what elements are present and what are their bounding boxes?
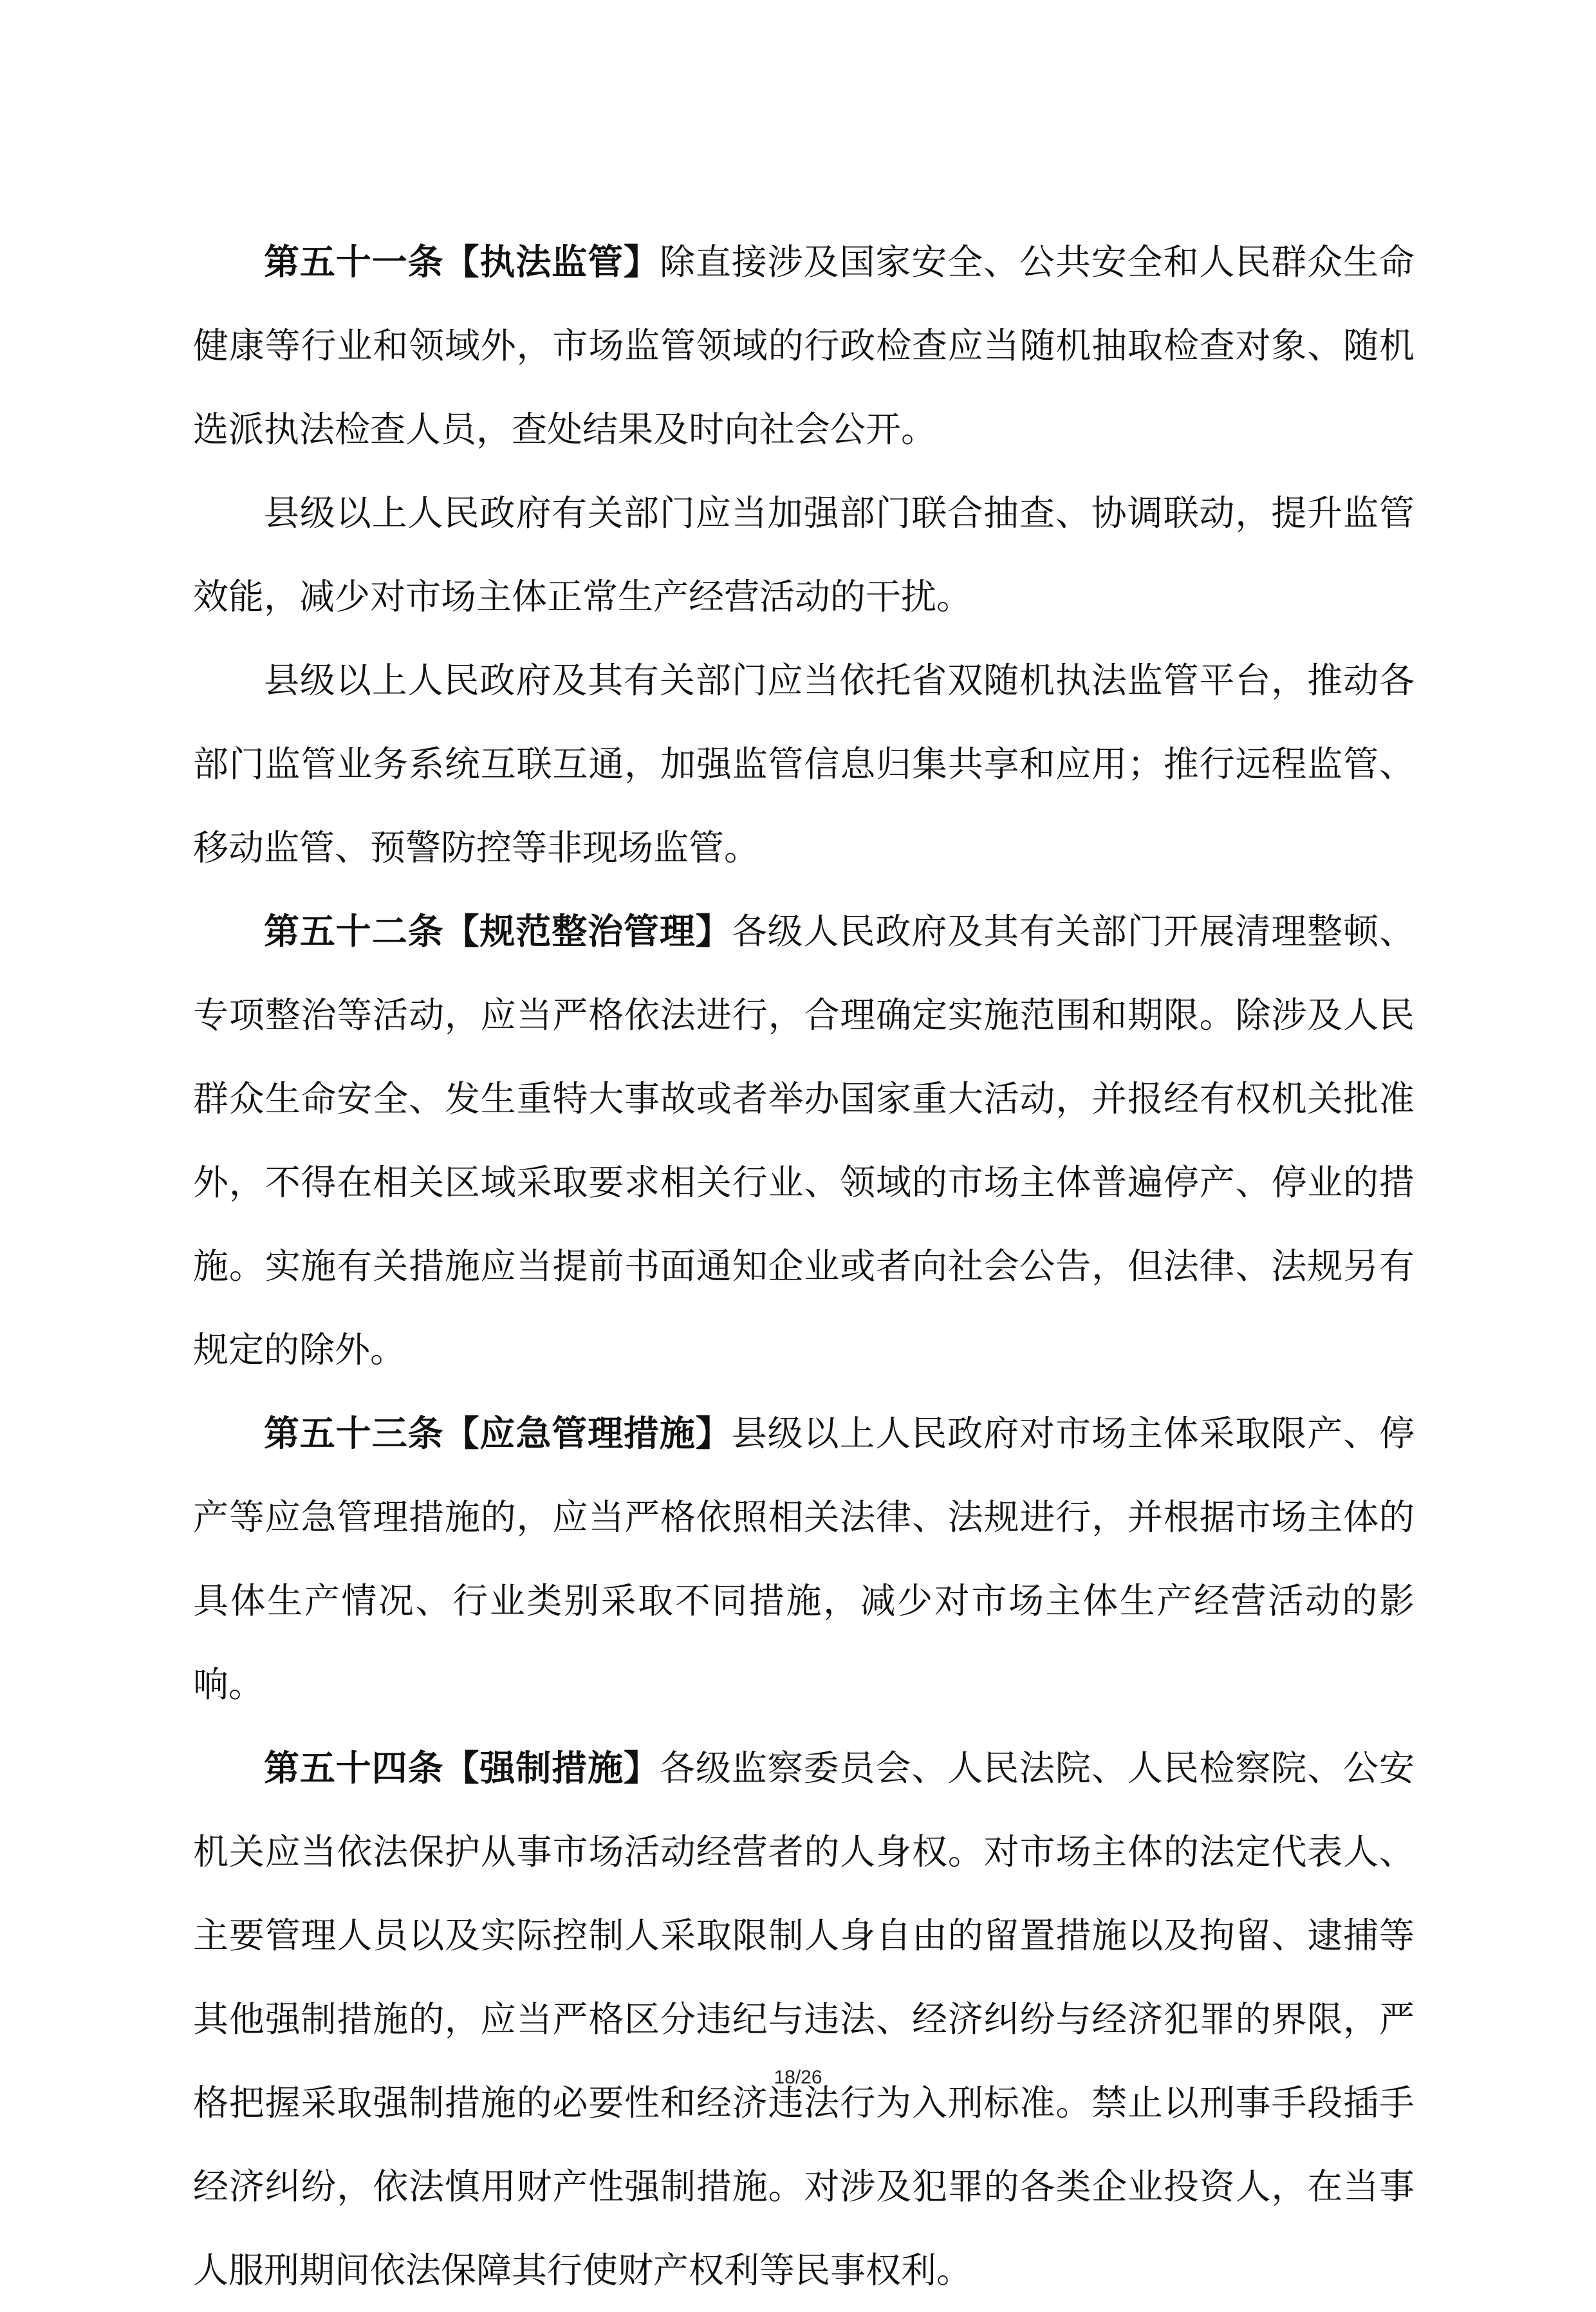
- page-number: 18/26: [774, 2067, 822, 2088]
- article-51-text-3: 县级以上人民政府及其有关部门应当依托省双随机执法监管平台，推动各部门监管业务系统互联互通，加强监管信息归集共享和应用；推行远程监管、移动监管、预警防控等非现场监管。: [193, 660, 1415, 868]
- article-54-heading: 第五十四条【强制措施】: [264, 1748, 660, 1789]
- article-53-heading: 第五十三条【应急管理措施】: [264, 1413, 732, 1454]
- article-53-paragraph: [193, 1392, 1415, 1726]
- document-body: [193, 220, 1415, 2312]
- article-52-text: 各级人民政府及其有关部门开展清理整顿、专项整治等活动，应当严格依法进行，合理确定实施范围和期限。除涉及人民群众生命安全、发生重特大事故或者举办国家重大活动，并报经有权机关批准外，不得在相关区域采取要求相关行业、领域的市场主体普遍停产、停业的措施。实施有关措施应当提前书面通知企业或者向社会公告，但法律、法规另有规定的除外。: [193, 911, 1415, 1370]
- article-51-paragraph: [193, 220, 1415, 471]
- article-52-heading: 第五十二条【规范整治管理】: [264, 911, 732, 952]
- article-51-paragraph-3: [193, 639, 1415, 890]
- article-51-text-2: 县级以上人民政府有关部门应当加强部门联合抽查、协调联动，提升监管效能，减少对市场主体正常生产经营活动的干扰。: [193, 492, 1415, 617]
- article-51-paragraph-2: [193, 471, 1415, 639]
- article-54-text: 各级监察委员会、人民法院、人民检察院、公安机关应当依法保护从事市场活动经营者的人身权。对市场主体的法定代表人、主要管理人员以及实际控制人采取限制人身自由的留置措施以及拘留、逮捕等其他强制措施的，应当严格区分违纪与违法、经济纠纷与经济犯罪的界限，严格把握采取强制措施的必要性和经济违法行为入刑标准。禁止以刑事手段插手经济纠纷，依法慎用财产性强制措施。对涉及犯罪的各类企业投资人，在当事人服刑期间依法保障其行使财产权利等民事权利。: [193, 1748, 1415, 2291]
- article-51-heading: 第五十一条【执法监管】: [264, 241, 660, 283]
- article-53-text: 县级以上人民政府对市场主体采取限产、停产等应急管理措施的，应当严格依照相关法律、法规进行，并根据市场主体的具体生产情况、行业类别采取不同措施，减少对市场主体生产经营活动的影响。: [193, 1413, 1415, 1705]
- article-54-paragraph: [193, 1726, 1415, 2312]
- article-52-paragraph: [193, 890, 1415, 1392]
- article-51-text: 除直接涉及国家安全、公共安全和人民群众生命健康等行业和领域外，市场监管领域的行政检查应当随机抽取检查对象、随机选派执法检查人员，查处结果及时向社会公开。: [193, 241, 1415, 450]
